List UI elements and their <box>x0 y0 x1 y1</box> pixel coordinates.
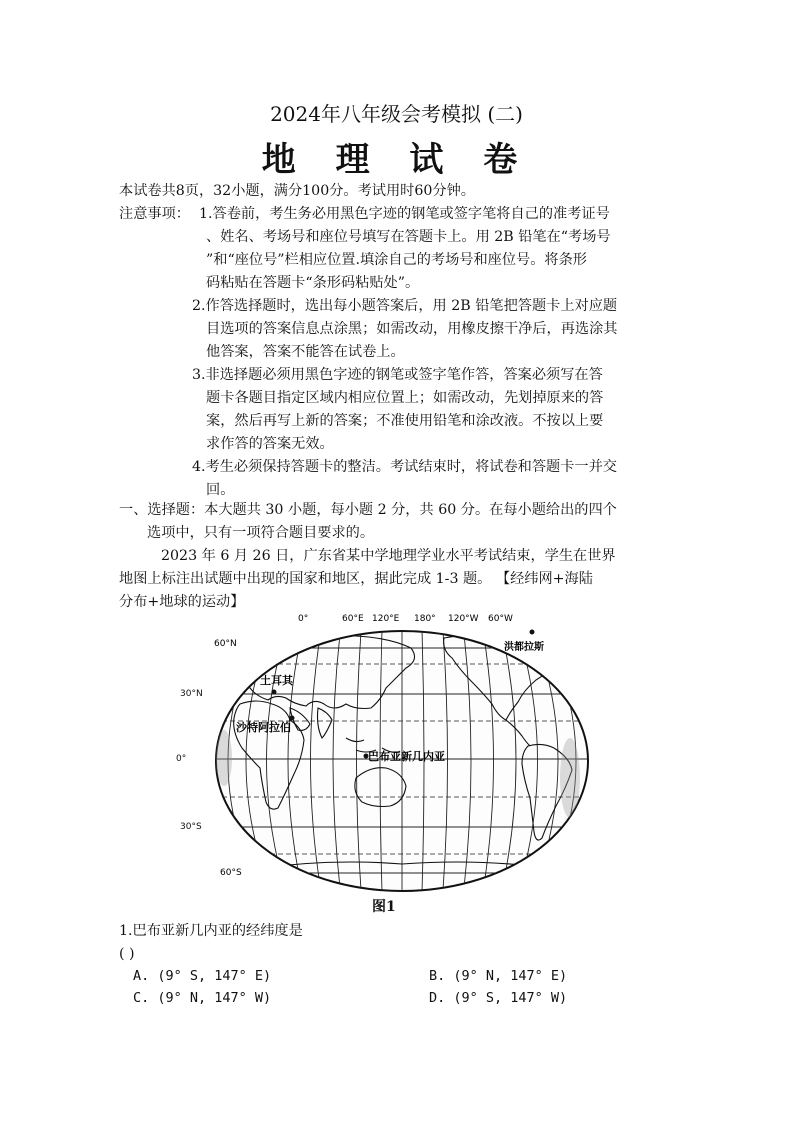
exam-subtitle: 2024年八年级会考模拟 (二) <box>270 102 523 126</box>
notice-line: 码粘贴在答题卡“条形码粘贴处”。 <box>206 275 420 291</box>
lon-label: 60°W <box>488 614 513 624</box>
notice-line: 1.答卷前，考生务必用黑色字迹的钢笔或签字笔将自己的准考证号 <box>199 206 610 222</box>
world-map <box>206 608 598 904</box>
question-stem: 1.巴布亚新几内亚的经纬度是 <box>119 923 303 939</box>
place-label-png: 巴布亚新几内亚 <box>368 750 445 763</box>
lon-label: 120°E <box>372 614 400 624</box>
option-a[interactable]: A. (9° S, 147° E) <box>133 968 272 984</box>
option-b[interactable]: B. (9° N, 147° E) <box>429 968 568 984</box>
notice-line: 2.作答选择题时，选出每小题答案后，用 2B 铅笔把答题卡上对应题 <box>192 298 618 314</box>
turkey-marker <box>272 690 277 695</box>
notice-line: 、姓名、考场号和座位号填写在答题卡上。用 2B 铅笔在“考场号 <box>206 229 611 245</box>
lat-label: 60°S <box>220 868 242 878</box>
passage-line: 分布+地球的运动】 <box>119 594 245 610</box>
option-c[interactable]: C. (9° N, 147° W) <box>133 990 272 1006</box>
lat-label-equator: 0° <box>176 754 187 764</box>
option-d[interactable]: D. (9° S, 147° W) <box>429 990 568 1006</box>
lon-label: 180° <box>414 614 436 624</box>
saudi-marker <box>290 716 295 721</box>
figure-caption: 图1 <box>372 899 396 915</box>
notice-line: 题卡各题目指定区域内相应位置上；如需改动，先划掉原来的答 <box>206 390 604 406</box>
lon-label: 120°W <box>448 614 479 624</box>
lon-label: 0° <box>298 614 309 624</box>
section-heading: 一、选择题：本大题共 30 小题，每小题 2 分，共 60 分。在每小题给出的四个 <box>119 502 617 518</box>
notice-line: 4.考生必须保持答题卡的整洁。考试结束时，将试卷和答题卡一并交 <box>192 459 617 475</box>
place-label-saudi: 沙特阿拉伯 <box>236 721 291 734</box>
notice-line: 目选项的答案信息点涂黑；如需改动，用橡皮擦干净后，再选涂其 <box>206 321 618 337</box>
question-paren: ( ) <box>119 946 135 962</box>
notice-line: 案，然后再写上新的答案；不准使用铅笔和涂改液。不按以上要 <box>206 413 604 429</box>
lat-label-30s: 30°S <box>180 822 202 832</box>
passage-line: 地图上标注出试题中出现的国家和地区，据此完成 1-3 题。 【经纬网+海陆 <box>119 571 593 587</box>
honduras-marker <box>530 630 535 635</box>
passage-line: 2023 年 6 月 26 日，广东省某中学地理学业水平考试结束，学生在世界 <box>161 548 616 564</box>
lat-label: 60°N <box>214 639 237 649</box>
notice-line: 求作答的答案无效。 <box>206 436 334 452</box>
exam-title: 地 理 试 卷 <box>261 140 532 180</box>
lat-label-30n: 30°N <box>180 689 203 699</box>
notice-label: 注意事项： <box>119 206 190 222</box>
place-label-turkey: 土耳其 <box>260 674 293 687</box>
notice-line: ”和“座位号”栏相应位置.填涂自己的考场号和座位号。将条形 <box>206 252 587 268</box>
notice-line: 回。 <box>206 482 235 498</box>
lon-label: 60°E <box>342 614 364 624</box>
world-map-figure <box>206 608 598 904</box>
exam-intro: 本试卷共8页，32小题，满分100分。考试用时60分钟。 <box>119 183 475 199</box>
notice-line: 他答案，答案不能答在试卷上。 <box>206 344 405 360</box>
notice-line: 3.非选择题必须用黑色字迹的钢笔或签字笔作答，答案必须写在答 <box>192 367 603 383</box>
place-label-honduras: 洪都拉斯 <box>504 642 544 653</box>
section-heading-cont: 选项中，只有一项符合题目要求的。 <box>147 525 375 541</box>
